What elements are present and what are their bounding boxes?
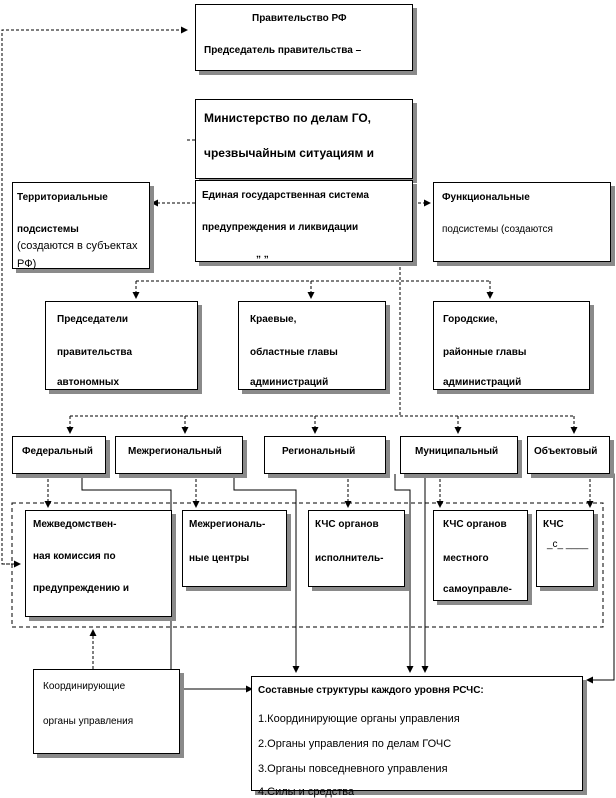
kchs-object-box bbox=[536, 510, 594, 587]
centers-line1: Межрегиональ- bbox=[189, 519, 266, 530]
commission-line2: ная комиссия по bbox=[33, 551, 116, 562]
level-regional-box bbox=[264, 436, 386, 474]
regional-heads-line1: Краевые, bbox=[250, 314, 297, 325]
kchs-local-line3: самоуправле- bbox=[443, 584, 512, 595]
component-structures-box bbox=[251, 676, 583, 798]
government-box bbox=[195, 4, 413, 71]
functional-line2: подсистемы (создаются bbox=[442, 224, 553, 235]
level-municipal-box bbox=[400, 436, 518, 474]
regional-heads-line2: областные главы bbox=[250, 347, 338, 358]
structures-item-2: 2.Органы управления по делам ГОЧС bbox=[258, 738, 452, 750]
structures-title: Составные структуры каждого уровня РСЧС: bbox=[258, 685, 484, 696]
kchs-line1: КЧС bbox=[543, 519, 564, 530]
kchs-local-line1: КЧС органов bbox=[443, 519, 507, 530]
functional-line1: Функциональные bbox=[442, 192, 530, 203]
regional-heads-line3: администраций bbox=[250, 377, 329, 388]
city-heads-line2: районные главы bbox=[443, 347, 527, 358]
kchs-local-government-box bbox=[433, 510, 528, 601]
kchs-exec-line2: исполнитель- bbox=[315, 553, 384, 564]
ministry-box bbox=[195, 99, 413, 179]
level-interregional-label: Межрегиональный bbox=[128, 446, 222, 457]
kchs-executive-box bbox=[308, 510, 405, 587]
ministry-line2: чрезвычайным ситуациям и bbox=[204, 146, 375, 160]
city-heads-box bbox=[433, 301, 590, 390]
city-heads-line1: Городские, bbox=[443, 314, 498, 325]
structures-item-4: 4.Силы и средства bbox=[258, 786, 355, 798]
structures-item-1: 1.Координирующие органы управления bbox=[258, 713, 460, 725]
centers-line2: ные центры bbox=[189, 553, 250, 564]
coordinating-line1: Координирующие bbox=[43, 681, 126, 692]
level-object-label: Объектовый bbox=[534, 446, 598, 457]
territorial-line4: РФ) bbox=[17, 258, 37, 270]
government-chairman: Председатель правительства – bbox=[204, 45, 362, 56]
rschs-box bbox=[195, 180, 413, 262]
coordinating-line2: органы управления bbox=[43, 716, 134, 727]
government-title: Правительство РФ bbox=[252, 13, 347, 24]
commission-box bbox=[25, 510, 172, 617]
city-heads-line3: администраций bbox=[443, 377, 522, 388]
ministry-line1: Министерство по делам ГО, bbox=[204, 111, 372, 125]
level-object-box bbox=[527, 436, 610, 474]
interregional-centers-box bbox=[182, 510, 287, 587]
chairmen-line2: правительства bbox=[57, 347, 132, 358]
structures-item-3: 3.Органы повседневного управления bbox=[258, 763, 448, 775]
rschs-line1: Единая государственная система bbox=[202, 190, 369, 201]
coordinating-bodies-box bbox=[33, 669, 180, 754]
chairmen-line1: Председатели bbox=[57, 314, 129, 325]
level-federal-box bbox=[12, 436, 106, 474]
level-federal-label: Федеральный bbox=[22, 446, 93, 457]
level-municipal-label: Муниципальный bbox=[415, 446, 499, 457]
kchs-line2: _с_ ____ bbox=[547, 539, 589, 550]
regional-heads-box bbox=[238, 301, 386, 390]
level-interregional-box bbox=[115, 436, 243, 474]
rschs-line2: предупреждения и ликвидации bbox=[202, 222, 359, 233]
territorial-line1: Территориальные bbox=[17, 192, 108, 203]
functional-subsystems-box bbox=[433, 182, 611, 262]
commission-line1: Межведомствен- bbox=[33, 519, 117, 530]
territorial-line3: (создаются в субъектах bbox=[17, 240, 138, 252]
territorial-subsystems-box bbox=[12, 182, 150, 269]
chairmen-box bbox=[45, 301, 198, 390]
rschs-line3: „ „ bbox=[256, 249, 269, 260]
territorial-line2: подсистемы bbox=[17, 224, 79, 235]
chairmen-line3: автономных bbox=[57, 377, 120, 388]
commission-line3: предупреждению и bbox=[33, 583, 129, 594]
kchs-local-line2: местного bbox=[443, 553, 489, 564]
level-regional-label: Региональный bbox=[282, 446, 356, 457]
kchs-exec-line1: КЧС органов bbox=[315, 519, 379, 530]
